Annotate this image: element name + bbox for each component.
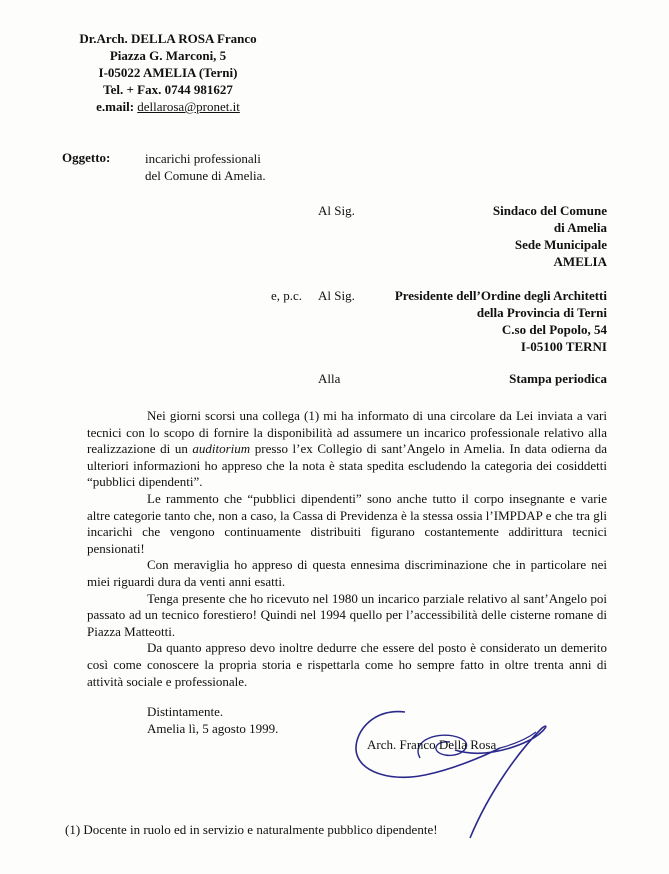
recipient-3-line: Stampa periodica [509, 371, 607, 386]
auditorium-italic: auditorium [192, 441, 251, 457]
sender-city: I-05022 AMELIA (Terni) [98, 65, 238, 80]
sender-email-line [48, 98, 288, 115]
recipient-1-address [493, 202, 607, 270]
letter-body [87, 408, 607, 690]
subject-line-1: incarichi professionali [145, 151, 261, 166]
recipient-3-label: Alla [318, 371, 341, 386]
recipient-1-line: AMELIA [553, 254, 607, 269]
footnote: (1) Docente in ruolo ed in servizio e naturalmente pubblico dipendente! [65, 822, 438, 837]
recipient-2-prefix: e, p.c. [271, 288, 303, 303]
paragraph-3: Con meraviglia ho appreso di questa ennesima discriminazione che in particolare nei miei riguardi dura da venti anni esatti. [87, 557, 607, 589]
salutation: Distintamente. [147, 704, 224, 719]
paragraph-2: Le rammento che “pubblici dipendenti” sono anche tutto il corpo insegnante e varie altre categorie tanto che, non a caso, la Cassa di Previdenza è la stessa ossia l’IMPDAP e che tra gli incarichi che vengono continuamente distribuiti figurano costantemente addirittura tecnici pensionati! [87, 490, 607, 556]
email-label: e.mail: [96, 99, 138, 114]
recipient-2-line: C.so del Popolo, 54 [501, 322, 607, 337]
subject-label: Oggetto: [62, 150, 111, 165]
sender-header [48, 30, 288, 115]
recipient-1-line: di Amelia [553, 220, 607, 235]
paragraph-5: Da quanto appreso devo inoltre dedurre che essere del posto è considerato un demerito così come conoscere la propria storia e rispettarla come ho sempre fatto in oltre trenta anni di attività sociale e professionale. [87, 640, 607, 689]
recipient-2-address [395, 287, 607, 355]
place-date: Amelia lì, 5 agosto 1999. [147, 721, 279, 736]
paragraph-4: Tenga presente che ho ricevuto nel 1980 un incarico parziale relativo al sant’Angelo poi passato ad un tecnico forestiero! Quindi nel 1994 quello per l’accessibilità delle cisterne romane di Piazza Matteotti. [87, 590, 607, 639]
recipient-1-label: Al Sig. [318, 203, 355, 218]
recipient-1-line: Sindaco del Comune [492, 203, 607, 218]
handwritten-signature [350, 700, 565, 840]
paragraph-1 [87, 408, 607, 491]
sender-name: Dr.Arch. DELLA ROSA Franco [79, 31, 257, 46]
signature-name: Arch. Franco Della Rosa [367, 737, 497, 752]
paragraph-1-text-cont: presso l’ex Collegio di sant’Angelo in Amelia. In data odierna da ulteriori informazioni ho appreso che la nota è stata spedita escludendo la categoria dei cosiddetti “pubblici dipendenti”. [87, 441, 607, 490]
sender-phone: Tel. + Fax. 0744 981627 [103, 82, 233, 97]
sender-address: Piazza G. Marconi, 5 [109, 48, 227, 63]
recipient-2-line: I-05100 TERNI [520, 339, 607, 354]
recipient-2-label: Al Sig. [318, 288, 355, 303]
recipient-2-line: della Provincia di Terni [476, 305, 607, 320]
recipient-1-line: Sede Municipale [514, 237, 607, 252]
subject-line-2: del Comune di Amelia. [145, 168, 266, 183]
subject-text [145, 150, 266, 184]
paragraph-1-text: Nei giorni scorsi una collega (1) mi ha informato di una circolare da Lei inviata a vari tecnici con lo scopo di fornire la disponibilità ad assumere un incarico professionale relativo alla realizzazione di un [87, 408, 607, 457]
email-link[interactable]: dellarosa@pronet.it [137, 99, 240, 114]
recipient-2-line: Presidente dell’Ordine degli Architetti [394, 288, 607, 303]
